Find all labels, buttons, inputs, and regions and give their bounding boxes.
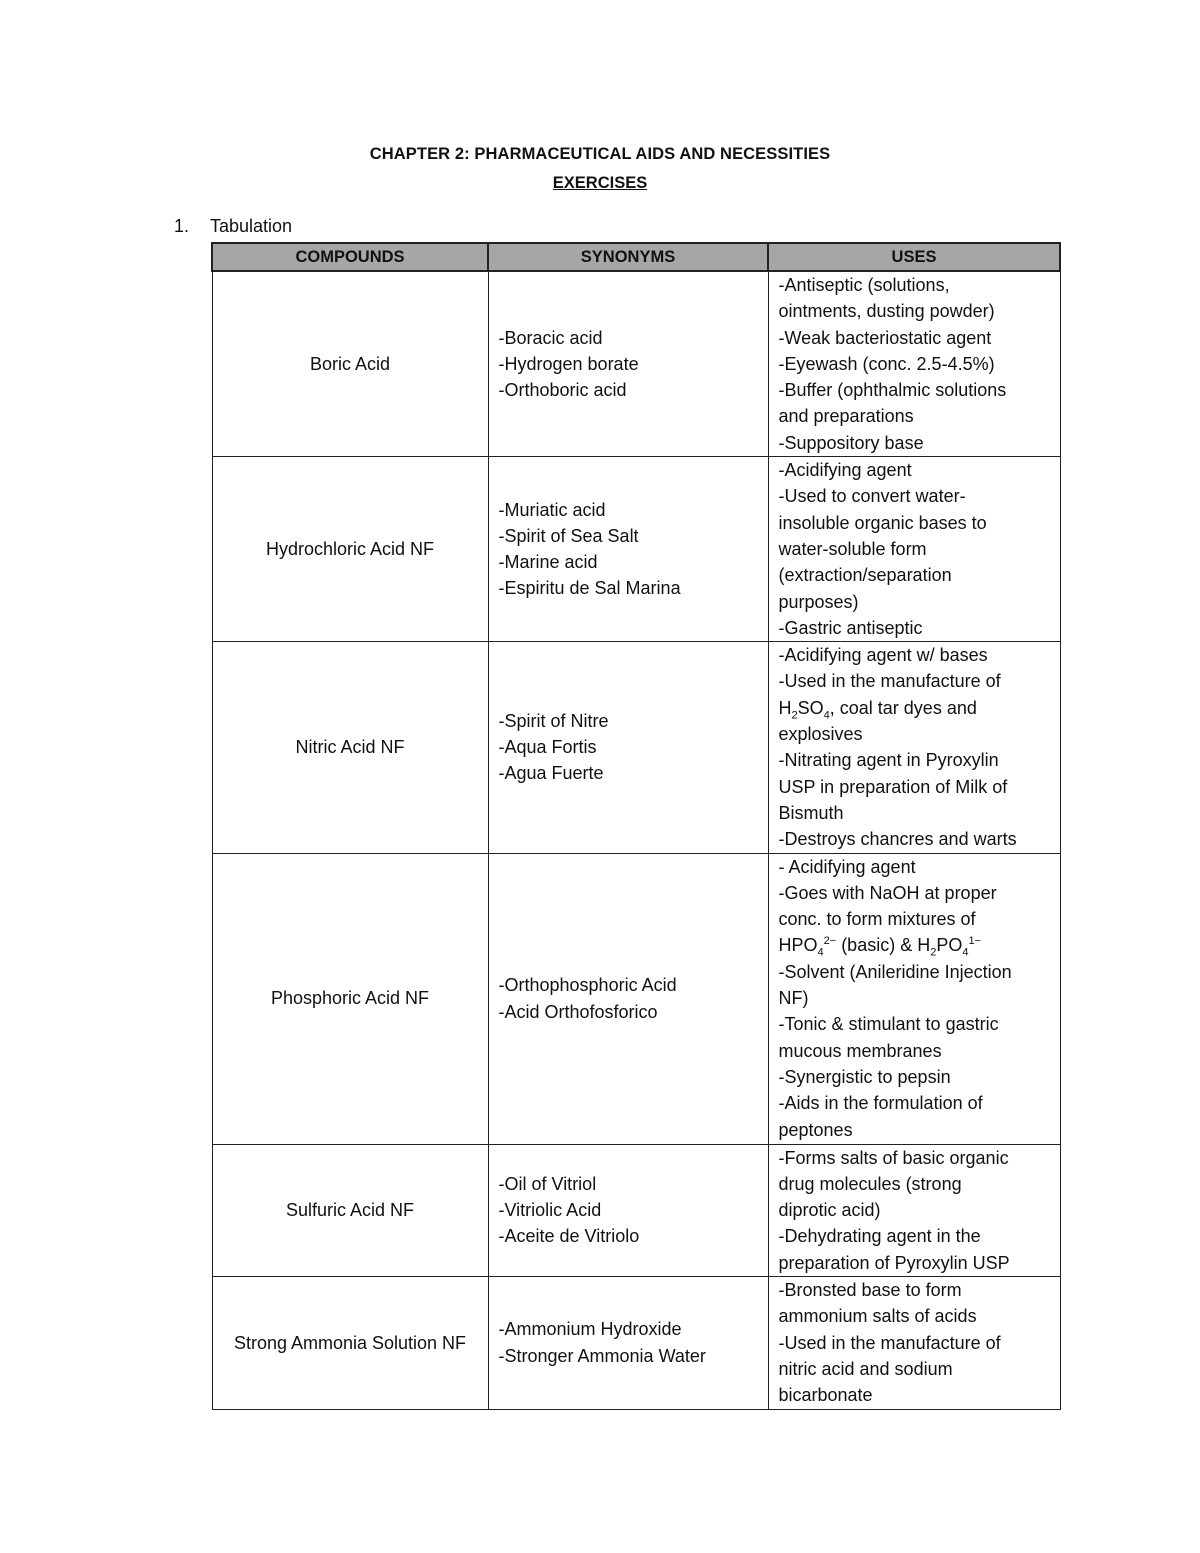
use-line: explosives xyxy=(778,724,863,745)
synonym-item: -Acid Orthofosforico xyxy=(498,1001,658,1022)
uses-cell xyxy=(768,1277,1060,1409)
uses-cell xyxy=(768,271,1060,457)
synonym-item: -Ammonium Hydroxide xyxy=(498,1319,682,1340)
formula-subscript: 2 xyxy=(930,947,937,960)
use-line: -Aids in the formulation of xyxy=(778,1093,983,1114)
uses-cell xyxy=(768,642,1060,853)
list-item xyxy=(174,216,292,237)
table-row xyxy=(212,1277,1060,1409)
uses-cell xyxy=(768,457,1060,642)
use-line: Bismuth xyxy=(778,802,844,823)
formula-subscript: 4 xyxy=(823,709,830,722)
use-line-formula xyxy=(779,932,1054,958)
synonyms-cell xyxy=(488,271,768,457)
compound-cell: Phosphoric Acid NF xyxy=(212,853,488,1144)
use-line: drug molecules (strong xyxy=(778,1173,962,1194)
use-line: water-soluble form xyxy=(778,538,927,559)
table-row xyxy=(212,1144,1060,1276)
synonyms-cell xyxy=(488,1277,768,1409)
synonym-item: -Aceite de Vitriolo xyxy=(498,1226,640,1247)
use-line: bicarbonate xyxy=(778,1385,873,1406)
use-line-formula xyxy=(779,695,1054,721)
synonym-item: -Spirit of Nitre xyxy=(498,710,609,731)
compound-cell: Boric Acid xyxy=(212,271,488,457)
uses-cell xyxy=(768,1144,1060,1276)
page-title: CHAPTER 2: PHARMACEUTICAL AIDS AND NECESSITIES xyxy=(369,145,831,163)
use-line: -Forms salts of basic organic xyxy=(778,1147,1009,1168)
use-line: conc. to form mixtures of xyxy=(778,909,976,930)
formula-part: , coal tar dyes and xyxy=(829,697,977,718)
formula-superscript: 1− xyxy=(968,935,982,948)
use-line: -Eyewash (conc. 2.5-4.5%) xyxy=(778,353,995,374)
use-line: -Used to convert water- xyxy=(778,486,966,507)
use-line: -Suppository base xyxy=(778,432,924,453)
use-line: -Acidifying agent xyxy=(778,460,912,481)
use-line: purposes) xyxy=(778,591,859,612)
synonym-item: -Orthophosphoric Acid xyxy=(498,975,677,996)
use-line: USP in preparation of Milk of xyxy=(778,776,1008,797)
use-line: -Dehydrating agent in the xyxy=(778,1226,981,1247)
use-line: peptones xyxy=(778,1119,853,1140)
use-line: mucous membranes xyxy=(778,1040,942,1061)
table-row xyxy=(212,853,1060,1144)
use-line: -Tonic & stimulant to gastric xyxy=(778,1014,999,1035)
use-line: -Solvent (Anileridine Injection xyxy=(778,961,1012,982)
compound-cell: Strong Ammonia Solution NF xyxy=(212,1277,488,1409)
synonyms-cell xyxy=(488,1144,768,1276)
header-synonyms: SYNONYMS xyxy=(488,243,768,271)
use-line: -Goes with NaOH at proper xyxy=(778,882,997,903)
use-line: insoluble organic bases to xyxy=(778,512,987,533)
list-number: 1. xyxy=(174,216,190,236)
synonym-item: -Vitriolic Acid xyxy=(498,1200,602,1221)
synonyms-cell xyxy=(488,642,768,853)
use-line: -Synergistic to pepsin xyxy=(778,1066,951,1087)
use-line: -Used in the manufacture of xyxy=(778,1332,1001,1353)
synonym-item: -Aqua Fortis xyxy=(498,737,597,758)
header-compounds: COMPOUNDS xyxy=(212,243,488,271)
uses-cell xyxy=(768,853,1060,1144)
use-line: diprotic acid) xyxy=(778,1200,881,1221)
synonym-item: -Spirit of Sea Salt xyxy=(498,525,639,546)
synonyms-cell xyxy=(488,457,768,642)
synonym-item: -Orthoboric acid xyxy=(498,380,627,401)
synonym-item: -Hydrogen borate xyxy=(498,353,639,374)
use-line: (extraction/separation xyxy=(778,565,952,586)
synonym-item: -Marine acid xyxy=(498,552,598,573)
use-line: and preparations xyxy=(778,406,914,427)
page-subtitle: EXERCISES xyxy=(552,174,648,192)
synonyms-cell xyxy=(488,853,768,1144)
use-line: -Buffer (ophthalmic solutions xyxy=(778,380,1007,401)
synonym-item: -Espiritu de Sal Marina xyxy=(498,578,681,599)
synonym-item: -Stronger Ammonia Water xyxy=(498,1345,706,1366)
formula-subscript: 2 xyxy=(791,709,798,722)
tabulation-table xyxy=(211,242,1061,1410)
use-line: -Gastric antiseptic xyxy=(778,617,923,638)
table-row xyxy=(212,642,1060,853)
use-line: preparation of Pyroxylin USP xyxy=(778,1252,1010,1273)
use-line: -Weak bacteriostatic agent xyxy=(778,327,992,348)
use-line: -Destroys chancres and warts xyxy=(778,829,1017,850)
compound-cell: Nitric Acid NF xyxy=(212,642,488,853)
synonym-item: -Boracic acid xyxy=(498,327,603,348)
formula-part: PO xyxy=(936,935,963,956)
compound-cell: Sulfuric Acid NF xyxy=(212,1144,488,1276)
list-label: Tabulation xyxy=(210,216,293,236)
compound-cell: Hydrochloric Acid NF xyxy=(212,457,488,642)
formula-subscript: 4 xyxy=(962,947,969,960)
table-row xyxy=(212,457,1060,642)
formula-part: H xyxy=(778,697,792,718)
use-line: -Bronsted base to form xyxy=(778,1280,962,1301)
formula-subscript: 4 xyxy=(817,947,824,960)
formula-superscript: 2− xyxy=(823,935,837,948)
formula-part: SO xyxy=(797,697,824,718)
use-line: ointments, dusting powder) xyxy=(778,301,995,322)
use-line: -Antiseptic (solutions, xyxy=(778,275,950,295)
use-line: -Acidifying agent w/ bases xyxy=(778,645,988,666)
use-line: nitric acid and sodium xyxy=(778,1358,953,1379)
formula-part: (basic) & H xyxy=(836,935,931,956)
use-line: -Nitrating agent in Pyroxylin xyxy=(778,750,999,771)
use-line: ammonium salts of acids xyxy=(778,1306,977,1327)
synonym-item: -Oil of Vitriol xyxy=(498,1173,597,1194)
table-header-row xyxy=(212,243,1060,271)
use-line: -Used in the manufacture of xyxy=(778,671,1001,692)
formula-part: HPO xyxy=(778,935,818,956)
table-row xyxy=(212,271,1060,457)
header-uses: USES xyxy=(768,243,1060,271)
use-line: NF) xyxy=(778,988,809,1009)
use-line: - Acidifying agent xyxy=(778,856,916,877)
synonym-item: -Agua Fuerte xyxy=(498,763,604,784)
synonym-item: -Muriatic acid xyxy=(498,499,606,520)
